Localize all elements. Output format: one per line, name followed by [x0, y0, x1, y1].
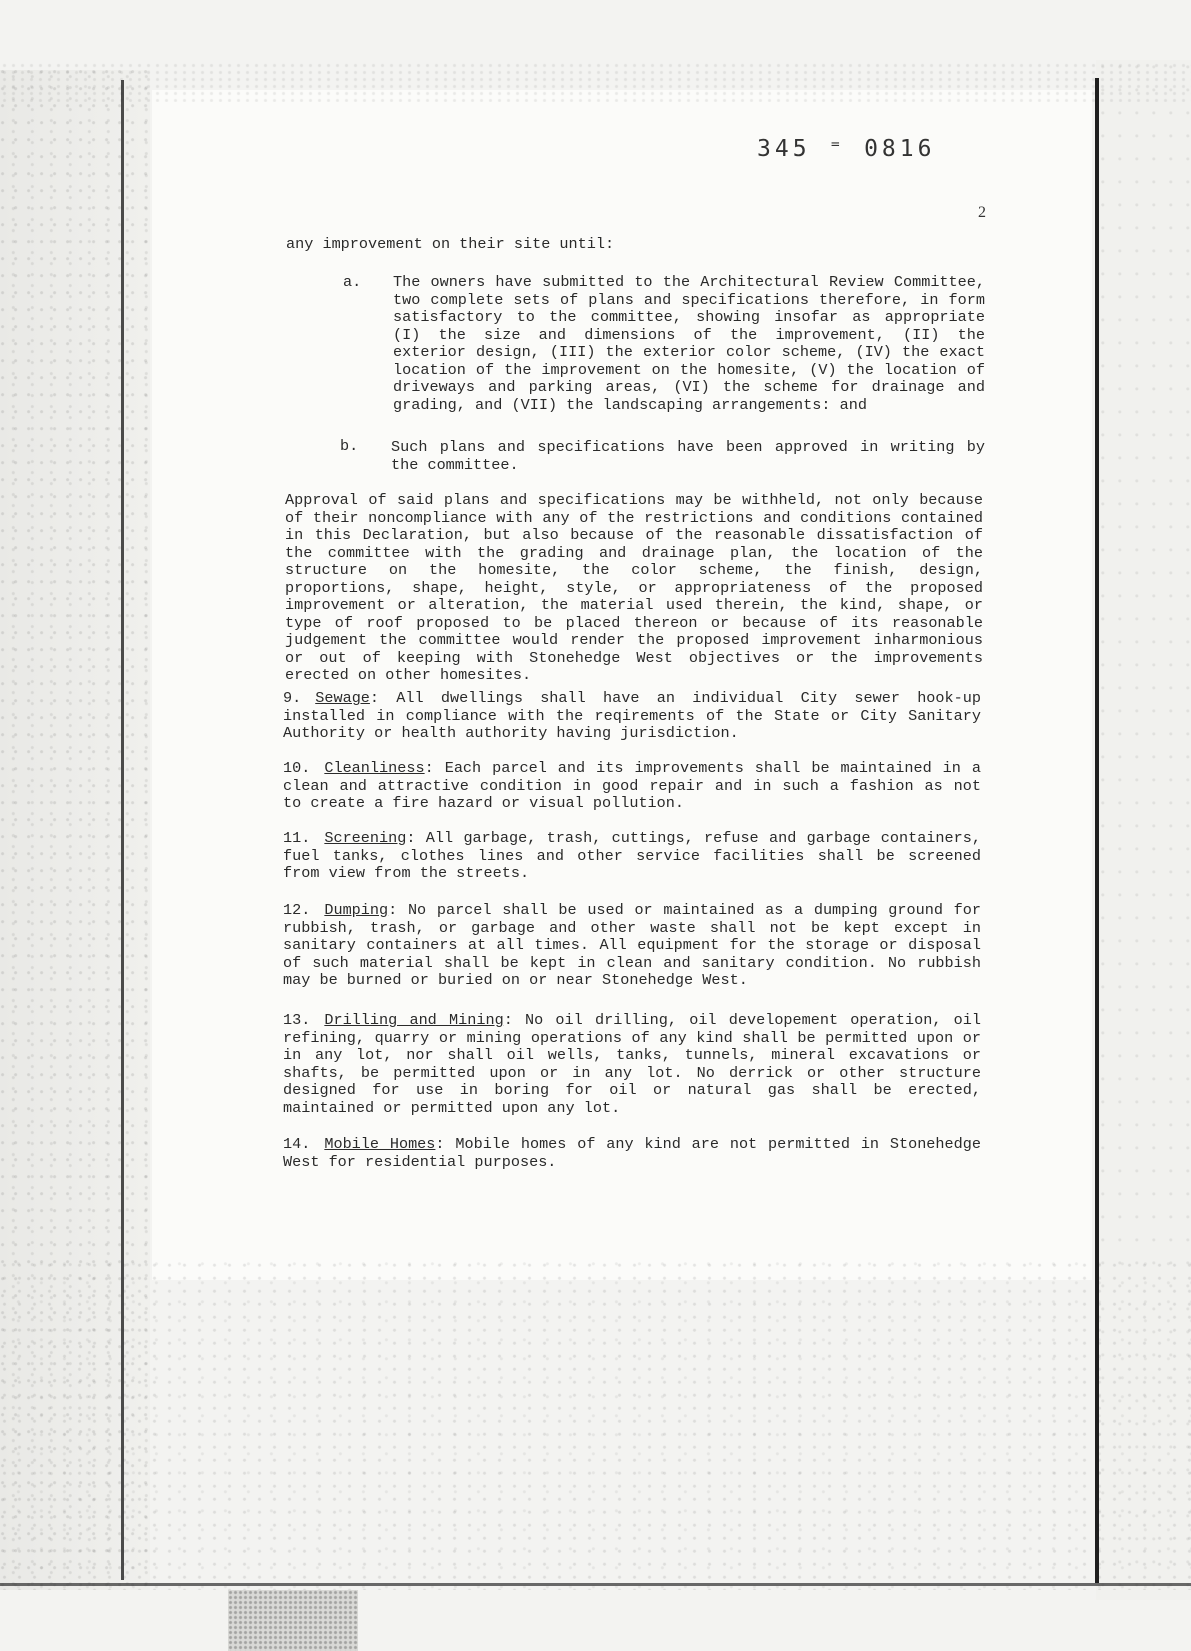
section-10-number: 10.	[283, 759, 311, 777]
section-9-heading: Sewage	[315, 689, 370, 707]
section-14	[283, 1136, 981, 1171]
page-number: 2	[978, 204, 986, 221]
section-14-number: 14.	[283, 1135, 311, 1153]
section-9	[283, 690, 981, 743]
section-10-heading: Cleanliness	[324, 759, 425, 777]
scan-border-top	[0, 62, 1191, 102]
item-b-label: b.	[340, 437, 359, 455]
section-12-number: 12.	[283, 901, 311, 919]
item-a-label: a.	[343, 273, 362, 291]
section-14-text: : Mobile homes of any kind are not permitted in Stonehedge West for residential purposes.	[283, 1135, 981, 1171]
scan-right-line	[1095, 78, 1099, 1583]
section-11-text: : All garbage, trash, cuttings, refuse and garbage containers, fuel tanks, clothes lines and other service facilities shall be screened from view from the streets.	[283, 829, 981, 882]
section-10	[283, 760, 981, 813]
section-12	[283, 902, 981, 990]
section-11-number: 11.	[283, 829, 311, 847]
book-page-stamp: 345 ⁼ 0816	[757, 136, 936, 162]
section-11	[283, 830, 981, 883]
section-13-number: 13.	[283, 1011, 311, 1029]
item-b-text: Such plans and specifications have been approved in writing by the committee.	[391, 438, 985, 474]
section-10-text: : Each parcel and its improvements shall be maintained in a clean and attractive condition in good repair and in such a fashion as not to create a fire hazard or visual pollution.	[283, 759, 981, 812]
intro-line: any improvement on their site until:	[286, 235, 615, 253]
item-a-text: The owners have submitted to the Architectural Review Committee, two complete sets of plans and specifications therefore, in form satisfactory to the committee, showing insofar as appropriate (I) the size and dimensions of the improvement, (II) the exterior design, (III) the exterior color scheme, (IV) the exact location of the improvement on the homesite, (V) the location of driveways and parking areas, (VI) the scheme for drainage and grading, and (VII) the landscaping arrangements: and	[393, 273, 985, 414]
approval-paragraph: Approval of said plans and specifications may be withheld, not only because of their noncompliance with any of the restrictions and conditions contained in this Declaration, but also because of the reasonable dissatisfaction of the committee with the grading and drainage plan, the location of the structure on the homesite, the color scheme, the finish, design, proportions, shape, height, style, or appropriateness of the proposed improvement or alteration, the material used therein, the kind, shape, or type of roof proposed to be placed thereon or because of its reasonable judgement the committee would render the proposed improvement inharmonious or out of keeping with Stonehedge West objectives or the improvements erected on other homesites.	[285, 491, 983, 684]
section-12-heading: Dumping	[324, 901, 389, 919]
section-11-heading: Screening	[324, 829, 407, 847]
section-14-heading: Mobile Homes	[324, 1135, 436, 1153]
section-9-text: : All dwellings shall have an individual City sewer hook-up installed in compliance with the reqirements of the State or City Sanitary Authority or health authority having jurisdiction.	[283, 689, 981, 742]
scan-bottom-line	[0, 1583, 1191, 1586]
section-9-number: 9.	[283, 689, 302, 707]
section-12-text: : No parcel shall be used or maintained as a dumping ground for rubbish, trash, or garbage and other waste shall not be kept except in sanitary containers at all times. All equipment for the storage or disposal of such material shall be kept in clean and sanitary condition. No rubbish may be burned or buried on or near Stonehedge West.	[283, 901, 981, 989]
scan-left-line	[121, 80, 124, 1580]
section-13-heading: Drilling and Mining	[324, 1011, 504, 1029]
scan-bottom-tab	[228, 1590, 358, 1651]
section-13-text: : No oil drilling, oil developement operation, oil refining, quarry or mining operations of any kind shall be permitted upon or in any lot, nor shall oil wells, tanks, tunnels, mineral excavations or shafts, be permitted upon or in any lot. No derrick or other structure designed for use in boring for oil or natural gas shall be erected, maintained or permitted upon any lot.	[283, 1011, 981, 1117]
section-13	[283, 1012, 981, 1117]
scan-border-bottom	[0, 1260, 1191, 1590]
